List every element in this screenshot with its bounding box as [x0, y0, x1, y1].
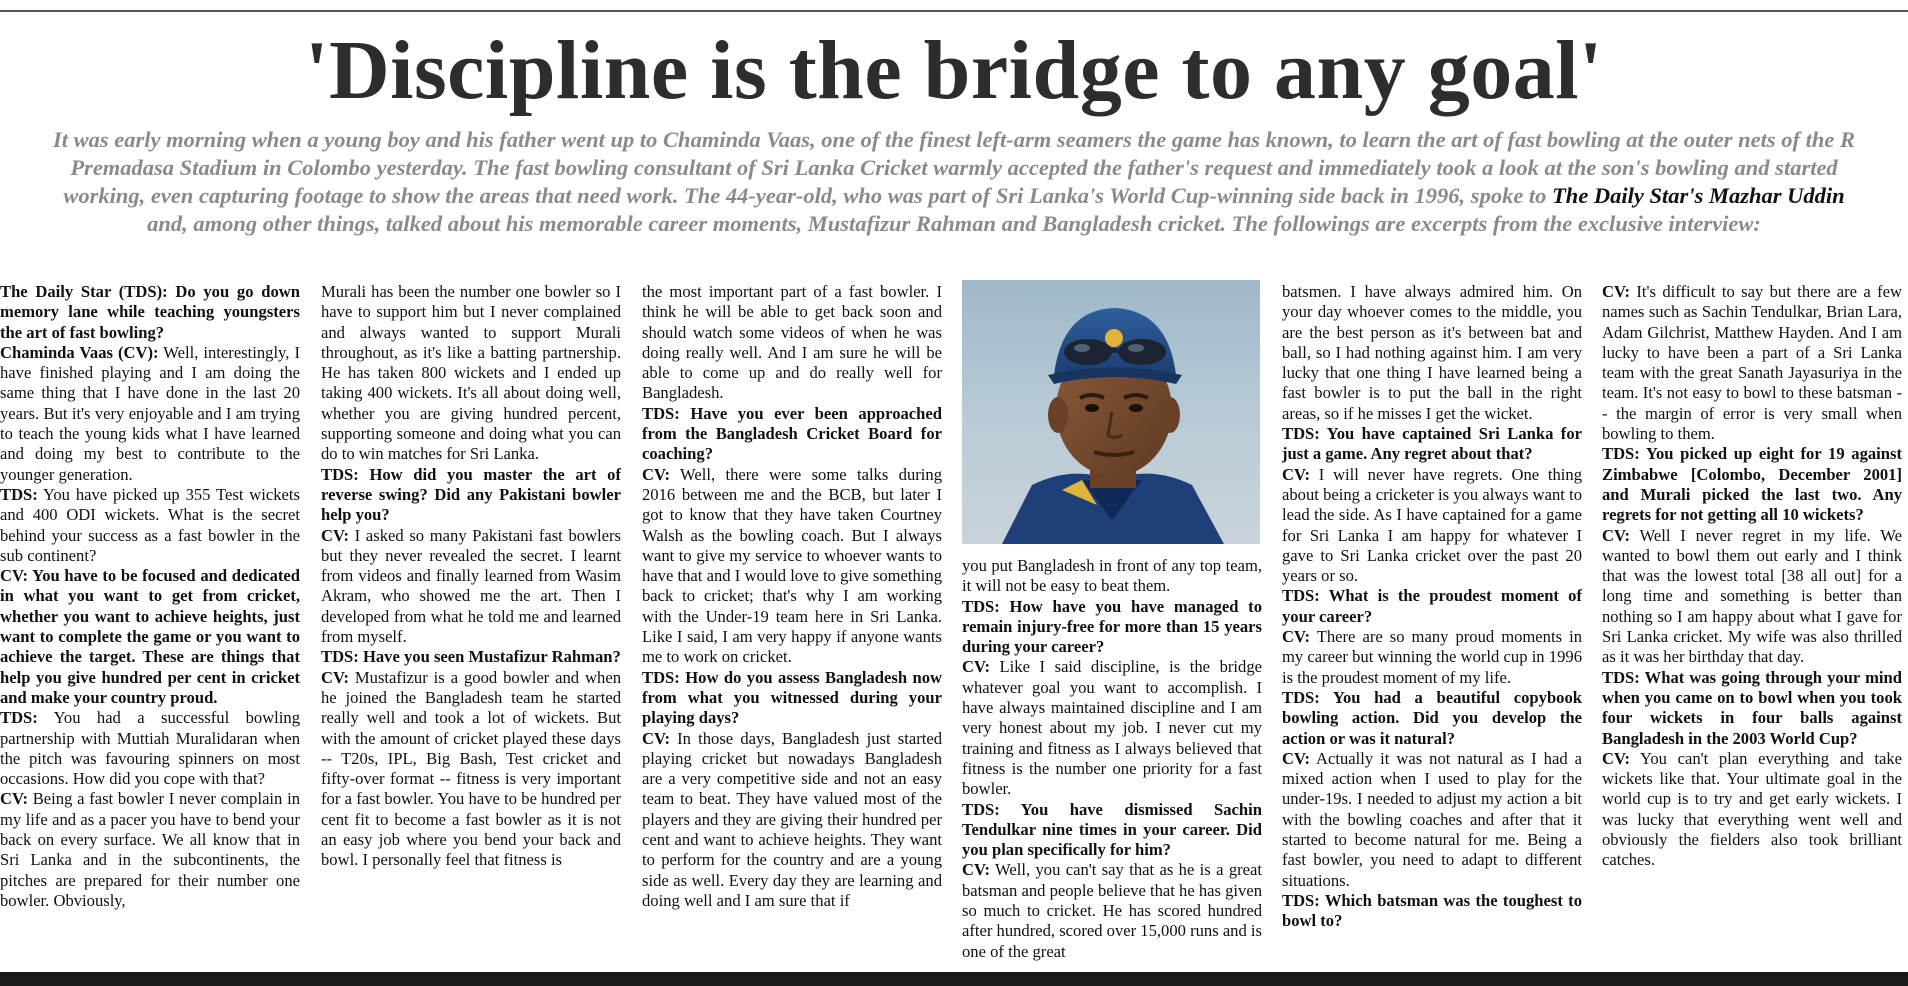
interview-question: TDS: How do you assess Bangladesh now from what you witnessed during your playing days? [642, 667, 942, 728]
interview-answer [1602, 282, 1902, 444]
speaker-label: CV: [1602, 525, 1630, 545]
speaker-label: TDS: [0, 484, 38, 504]
interview-answer [642, 729, 942, 912]
answer-text: Well, you can't say that as he is a great batsman and people believe that he has given so much to cricket. He has scored hundred after hundred, scored over 15,000 runs and is one of the great [962, 860, 1262, 961]
speaker-label: CV: [642, 728, 670, 748]
answer-text: It's difficult to say but there are a few names such as Sachin Tendulkar, Brian Lara, Adam Gilchrist, Matthew Hayden. And I am lucky to have been a part of a Sri Lanka team with the great Sanath Jayasuriya in the team. It's not easy to bowl to these batsman -- the margin of error is very small when bowling to them. [1602, 282, 1902, 444]
answer-text: Well, there were some talks during 2016 between me and the BCB, but later I got to know that they have taken Courtney Walsh as the bowling coach. But I always want to give my service to whoever wants to have that and I would love to give something back to cricket; that's why I am working with the Under-19 team here in Sri Lanka. Like I said, I am very happy if anyone wants me to work on cricket. [642, 464, 942, 667]
interview-answer [1602, 749, 1902, 871]
speaker-label: CV: [642, 464, 670, 484]
article-column-4 [962, 556, 1262, 972]
speaker-label: CV: [962, 657, 990, 677]
interview-answer [962, 860, 1262, 961]
article-column-5 [1282, 282, 1582, 972]
speaker-label: Chaminda Vaas (CV): [0, 342, 159, 362]
answer-text: In those days, Bangladesh just started playing cricket but nowadays Bangladesh are a very competitive side and not an easy team to beat. They have valued most of the players and they are giving their hundred per cent and want to achieve heights. They want to perform for the country and are a young side as well. Every day they are learning and doing well and I am sure that if [642, 728, 942, 910]
interview-answer [642, 465, 942, 668]
article-column-1 [0, 282, 300, 972]
top-rule [0, 10, 1908, 12]
interview-answer [321, 668, 621, 871]
answer-text: the most important part of a fast bowler. I think he will be able to get back soon and should watch some videos of when he was doing really well. And I am sure he will be able to come up and do really well for Bangladesh. [642, 282, 942, 403]
interview-question: TDS: You have captained Sri Lanka for just a game. Any regret about that? [1282, 424, 1582, 464]
intro-credit: The Daily Star's Mazhar Uddin [1552, 183, 1845, 208]
answer-text: I asked so many Pakistani fast bowlers but they never revealed the secret. I learnt from videos and finally learned from Wasim Akram, who showed me the art. Then I developed from what he told me and learned from myself. [321, 525, 621, 647]
answer-text: Mustafizur is a good bowler and when he joined the Bangladesh team he started really well and took a lot of wickets. But with the amount of cricket played these days -- T20s, IPL, Big Bash, Test cricket and fifty-over format -- fitness is very important for a fast bowler. You have to be hundred per cent fit to become a fast bowler as it is not an easy job where you bend your back and bowl. I personally feel that fitness is [321, 667, 621, 870]
intro-standfirst [50, 126, 1858, 238]
article-column-3 [642, 282, 942, 972]
interview-question: TDS: How did you master the art of reverse swing? Did any Pakistani bowler help you? [321, 464, 621, 525]
answer-text: There are so many proud moments in my career but winning the world cup in 1996 is the proudest moment of my life. [1282, 627, 1582, 687]
answer-text: Like I said discipline, is the bridge whatever goal you want to accomplish. I have always maintained discipline and I am very honest about my job. I never cut my training and fitness as I always believed that fitness is the number one priority for a fast bowler. [962, 657, 1262, 799]
interview-question: TDS: How have you have managed to remain injury-free for more than 15 years during your career? [962, 596, 1262, 657]
answer-text: You had a successful bowling partnership with Muttiah Muralidaran when the pitch was favouring spinners on most occasions. How did you cope with that? [0, 708, 300, 789]
speaker-label: CV: [1282, 748, 1310, 768]
article-column-6 [1602, 282, 1902, 972]
interview-answer [642, 282, 942, 404]
interview-answer [962, 556, 1262, 597]
portrait-illustration [962, 280, 1260, 544]
interview-question: TDS: You have dismissed Sachin Tendulkar nine times in your career. Did you plan specifically for him? [962, 799, 1262, 860]
speaker-label: CV: [1602, 282, 1630, 301]
speaker-label: CV: [321, 525, 349, 545]
interview-answer [0, 343, 300, 485]
interview-question: TDS: What is the proudest moment of your career? [1282, 586, 1582, 626]
interview-question: The Daily Star (TDS): Do you go down memory lane while teaching youngsters the art of fast bowling? [0, 282, 300, 342]
interview-answer [1282, 749, 1582, 891]
intro-text-before: It was early morning when a young boy and his father went up to Chaminda Vaas, one of the finest left-arm seamers the game has known, to learn the art of fast bowling at the outer nets of the R Premadasa Stadium in Colombo yesterday. The fast bowling consultant of Sri Lanka Cricket warmly accepted the father's request and immediately took a look at the son's bowling and started working, even capturing footage to show the areas that need work. The 44-year-old, who was part of Sri Lanka's World Cup-winning side back in 1996, spoke to [52, 127, 1856, 208]
speaker-label: CV: [1282, 464, 1310, 484]
interview-answer [321, 282, 621, 465]
interview-answer [1282, 465, 1582, 587]
intro-text-after: and, among other things, talked about his memorable career moments, Mustafizur Rahman and Bangladesh cricket. The followings are excerpts from the exclusive interview: [147, 211, 1761, 236]
speaker-label: CV: [1602, 748, 1630, 768]
interview-answer [0, 789, 300, 911]
interview-question: TDS: Have you seen Mustafizur Rahman? [321, 647, 621, 667]
interview-question: TDS: What was going through your mind when you came on to bowl when you took four wickets in four balls against Bangladesh in the 2003 World Cup? [1602, 667, 1902, 748]
interview-answer [962, 657, 1262, 799]
interview-question: TDS: Which batsman was the toughest to bowl to? [1282, 890, 1582, 931]
interview-question: CV: You have to be focused and dedicated in what you want to get from cricket, whether you want to achieve heights, just want to complete the game or you want to achieve the target. These are things that help you give hundred per cent in cricket and make your country proud. [0, 566, 300, 707]
answer-text: you put Bangladesh in front of any top team, it will not be easy to beat them. [962, 556, 1262, 596]
interview-answer [1602, 526, 1902, 668]
bottom-bar [0, 972, 1908, 986]
speaker-label: CV: [962, 860, 990, 880]
answer-text: Murali has been the number one bowler so I have to support him but I never complained and always wanted to support Murali throughout, as it's like a batting partnership. He has taken 800 wickets and I ended up taking 400 wickets. It's all about doing well, whether you are giving hundred percent, supporting someone and doing what you can do to win matches for Sri Lanka. [321, 282, 621, 464]
speaker-label: TDS: [0, 708, 38, 728]
answer-text: Actually it was not natural as I had a mixed action when I used to play for the under-19s. I needed to adjust my action a bit with the bowling coaches and after that it started to become natural for me. Being a fast bowler, you need to adapt to different situations. [1282, 748, 1582, 890]
answer-text: Well, interestingly, I have finished playing and I am doing the same thing that I have done in the last 20 years. But it's very enjoyable and I am trying to teach the young kids what I have learned and doing my best to contribute to the younger generation. [0, 342, 300, 484]
interview-question: TDS: Have you ever been approached from the Bangladesh Cricket Board for coaching? [642, 403, 942, 464]
speaker-label: CV: [0, 789, 28, 809]
answer-text: batsmen. I have always admired him. On your day whoever comes to the middle, you are the best person as it's between bat and ball, so I had nothing against him. I am very lucky that one thing I have learned being a fast bowler is to put the ball in the right areas, so if he misses I get the wicket. [1282, 282, 1582, 423]
interview-answer [321, 526, 621, 648]
headline: 'Discipline is the bridge to any goal' [305, 24, 1603, 117]
interview-answer [0, 485, 300, 566]
interview-answer [0, 708, 300, 789]
interview-question: TDS: You picked up eight for 19 against Zimbabwe [Colombo, December 2001] and Murali picked the last two. Any regrets for not getting all 10 wickets? [1602, 444, 1902, 525]
interview-answer [1282, 627, 1582, 688]
speaker-label: CV: [321, 667, 349, 687]
portrait-photo [962, 280, 1260, 544]
speaker-label: CV: [1282, 627, 1310, 647]
answer-text: You have picked up 355 Test wickets and 400 ODI wickets. What is the secret behind your success as a fast bowler in the sub continent? [0, 484, 300, 565]
article-column-2 [321, 282, 621, 972]
interview-answer [1282, 282, 1582, 424]
interview-question: TDS: You had a beautiful copybook bowling action. Did you develop the action or was it natural? [1282, 687, 1582, 748]
answer-text: Well I never regret in my life. We wanted to bowl them out early and I think that was the lowest total [38 all out] for a long time and something is better than nothing so I am happy about what I gave for Sri Lanka cricket. My wife was also thrilled as it was her birthday that day. [1602, 525, 1902, 667]
answer-text: I will never have regrets. One thing about being a cricketer is you always want to lead the side. As I have captained for a game for Sri Lanka I am happy for whatever I gave to Sri Lanka cricket over the past 20 years or so. [1282, 464, 1582, 586]
answer-text: You can't plan everything and take wickets like that. Your ultimate goal in the world cup is to try and get early wickets. I was lucky that everything went well and obviously the fielders also took brilliant catches. [1602, 748, 1902, 870]
answer-text: Being a fast bowler I never complain in my life and as a pacer you have to bend your back on every surface. We all know that in Sri Lanka and in the subcontinents, the pitches are prepared for their number one bowler. Obviously, [0, 789, 300, 910]
